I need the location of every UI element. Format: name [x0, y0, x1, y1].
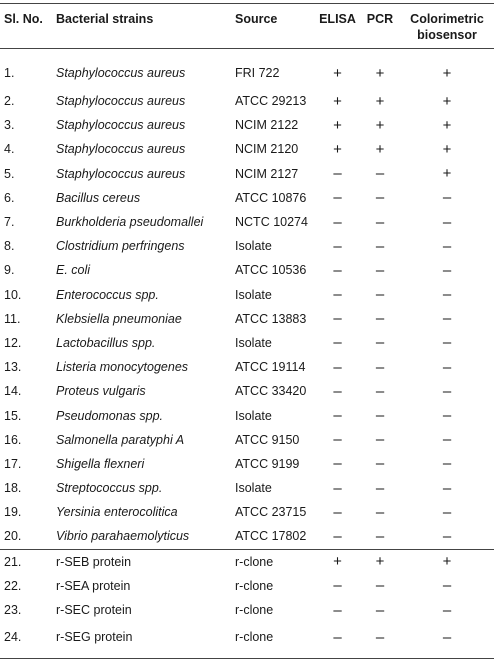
cell-elisa: – — [333, 479, 342, 497]
cell-source: Isolate — [235, 239, 272, 254]
cell-strain: Staphylococcus aureus — [56, 166, 186, 181]
cell-sl-no: 15. — [4, 408, 22, 423]
cell-strain: Pseudomonas spp. — [56, 408, 164, 423]
cell-source: ATCC 19114 — [235, 360, 306, 375]
cell-pcr: – — [375, 358, 385, 376]
cell-strain: Staphylococcus aureus — [56, 94, 186, 109]
cell-source: NCIM 2120 — [235, 142, 299, 157]
cell-sl-no: 19. — [4, 505, 22, 520]
table-row — [0, 403, 494, 427]
cell-pcr: – — [375, 431, 385, 449]
table-row — [0, 598, 494, 622]
cell-biosensor: + — [442, 64, 452, 82]
cell-biosensor: – — [442, 527, 452, 545]
cell-source: Isolate — [235, 287, 272, 302]
cell-pcr: – — [375, 601, 385, 619]
cell-strain: r-SEA protein — [56, 578, 131, 593]
cell-biosensor: – — [442, 261, 452, 279]
table-row — [0, 574, 494, 598]
table-row — [0, 476, 494, 500]
cell-elisa: – — [333, 237, 342, 255]
cell-biosensor: – — [442, 503, 452, 521]
header-colorimetric-biosensor: Colorimetric biosensor — [400, 4, 494, 49]
cell-sl-no: 5. — [4, 166, 15, 181]
table-body — [0, 49, 494, 659]
cell-biosensor: + — [442, 116, 452, 134]
cell-strain: r-SEB protein — [52, 549, 231, 574]
cell-pcr: – — [375, 577, 385, 595]
cell-strain: Shigella flexneri — [56, 456, 145, 471]
cell-pcr: – — [375, 455, 385, 473]
table-row — [0, 622, 494, 659]
table-row — [0, 379, 494, 403]
cell-source: ATCC 29213 — [235, 94, 307, 109]
cell-biosensor: – — [442, 407, 452, 425]
header-row — [0, 4, 494, 49]
cell-biosensor: – — [442, 577, 452, 595]
cell-elisa: – — [333, 334, 342, 352]
table-row — [0, 89, 494, 113]
cell-elisa: – — [333, 601, 342, 619]
cell-biosensor: + — [442, 140, 452, 158]
cell-pcr: – — [375, 407, 385, 425]
cell-biosensor: – — [442, 213, 452, 231]
cell-source: NCTC 10274 — [235, 215, 308, 230]
table-row — [0, 500, 494, 524]
cell-sl-no: 4. — [4, 142, 15, 157]
cell-pcr: – — [375, 503, 385, 521]
cell-biosensor: + — [400, 549, 494, 574]
cell-strain: Klebsiella pneumoniae — [56, 311, 182, 326]
cell-biosensor: + — [442, 92, 452, 110]
header-bacterial-strains: Bacterial strains — [52, 4, 231, 49]
cell-biosensor: – — [442, 189, 452, 207]
cell-elisa: + — [333, 140, 342, 158]
cell-strain: Clostridium perfringens — [56, 239, 185, 254]
cell-pcr: – — [375, 286, 385, 304]
cell-strain: r-SEC protein — [56, 603, 132, 618]
cell-pcr: – — [375, 382, 385, 400]
cell-sl-no: 3. — [4, 118, 15, 133]
table-row — [0, 137, 494, 161]
cell-sl-no: 23. — [4, 603, 22, 618]
cell-source: ATCC 10536 — [235, 263, 307, 278]
cell-sl-no: 9. — [4, 263, 15, 278]
cell-elisa: – — [333, 407, 342, 425]
table-row — [0, 113, 494, 137]
cell-source: r-clone — [235, 578, 274, 593]
cell-biosensor: + — [442, 165, 452, 183]
cell-pcr: – — [375, 310, 385, 328]
cell-sl-no: 16. — [4, 432, 22, 447]
table-row — [0, 355, 494, 379]
cell-biosensor: – — [442, 358, 452, 376]
cell-pcr: + — [360, 549, 400, 574]
cell-strain: Vibrio parahaemolyticus — [56, 529, 190, 544]
cell-sl-no: 1. — [4, 66, 15, 80]
cell-pcr: + — [375, 116, 385, 134]
cell-pcr: – — [375, 334, 385, 352]
cell-strain: Enterococcus spp. — [56, 287, 159, 302]
cell-sl-no: 20. — [4, 529, 22, 544]
cell-biosensor: – — [442, 431, 452, 449]
cell-sl-no: 10. — [4, 287, 22, 302]
table-row — [0, 210, 494, 234]
cell-pcr: – — [375, 237, 385, 255]
cell-source: ATCC 13883 — [235, 311, 307, 326]
cell-source: ATCC 9199 — [235, 456, 300, 471]
cell-strain: r-SEG protein — [52, 622, 231, 659]
cell-source: Isolate — [235, 481, 272, 496]
cell-sl-no: 17. — [4, 456, 22, 471]
cell-source: ATCC 9150 — [235, 432, 300, 447]
cell-sl-no: 7. — [4, 215, 15, 230]
cell-elisa: – — [333, 165, 342, 183]
table-header — [0, 4, 494, 49]
table-row — [0, 428, 494, 452]
cell-source: ATCC 17802 — [235, 529, 307, 544]
cell-pcr: – — [375, 189, 385, 207]
cell-strain: Staphylococcus aureus — [56, 66, 186, 80]
cell-sl-no: 12. — [4, 335, 22, 350]
table-row — [0, 49, 494, 90]
cell-biosensor: – — [442, 286, 452, 304]
cell-elisa: – — [333, 431, 342, 449]
cell-strain: Proteus vulgaris — [56, 384, 146, 399]
cell-sl-no: 21. — [0, 549, 52, 574]
table-row — [0, 258, 494, 282]
cell-elisa: + — [333, 116, 342, 134]
table-row — [0, 549, 494, 574]
cell-biosensor: – — [442, 310, 452, 328]
cell-biosensor: – — [442, 382, 452, 400]
cell-strain: Burkholderia pseudomallei — [56, 215, 204, 230]
cell-pcr: – — [375, 165, 385, 183]
cell-strain: Staphylococcus aureus — [56, 142, 186, 157]
cell-source: ATCC 33420 — [235, 384, 307, 399]
table-row — [0, 283, 494, 307]
header-sl-no: Sl. No. — [0, 4, 52, 49]
cell-sl-no: 24. — [0, 622, 52, 659]
cell-source: Isolate — [235, 335, 272, 350]
cell-elisa: – — [333, 577, 342, 595]
cell-elisa: + — [333, 92, 342, 110]
cell-pcr: + — [375, 140, 385, 158]
cell-source: r-clone — [235, 603, 274, 618]
cell-strain: Salmonella paratyphi A — [56, 432, 185, 447]
cell-elisa: – — [333, 455, 342, 473]
cell-biosensor: – — [400, 622, 494, 659]
cell-strain: Yersinia enterocolitica — [56, 505, 178, 520]
cell-elisa: – — [333, 382, 342, 400]
cell-sl-no: 6. — [4, 190, 15, 205]
table-row — [0, 331, 494, 355]
cell-strain: Streptococcus spp. — [56, 481, 163, 496]
cell-elisa: – — [333, 527, 342, 545]
cell-sl-no: 11. — [4, 311, 21, 326]
cell-pcr: + — [375, 64, 385, 82]
cell-source: ATCC 23715 — [235, 505, 307, 520]
cell-elisa: – — [315, 622, 360, 659]
cell-strain: Lactobacillus spp. — [56, 335, 156, 350]
cell-elisa: – — [333, 503, 342, 521]
cell-source: NCIM 2122 — [235, 118, 299, 133]
cell-elisa: – — [333, 189, 342, 207]
cell-elisa: + — [333, 64, 342, 82]
cell-strain: Staphylococcus aureus — [56, 118, 186, 133]
cell-source: FRI 722 — [235, 66, 280, 80]
header-elisa: ELISA — [315, 4, 360, 49]
cell-elisa: + — [315, 549, 360, 574]
cell-biosensor: – — [442, 455, 452, 473]
cell-sl-no: 2. — [4, 94, 15, 109]
cell-elisa: – — [333, 286, 342, 304]
header-source: Source — [231, 4, 315, 49]
results-table — [0, 3, 494, 659]
cell-source: Isolate — [235, 408, 272, 423]
cell-strain: Listeria monocytogenes — [56, 360, 189, 375]
cell-strain: E. coli — [56, 263, 91, 278]
cell-biosensor: – — [442, 479, 452, 497]
cell-source: ATCC 10876 — [235, 190, 307, 205]
cell-elisa: – — [333, 310, 342, 328]
cell-strain: Bacillus cereus — [56, 190, 141, 205]
cell-source: r-clone — [231, 549, 315, 574]
cell-sl-no: 13. — [4, 360, 22, 375]
cell-sl-no: 22. — [4, 578, 22, 593]
cell-biosensor: – — [442, 601, 452, 619]
cell-pcr: – — [375, 479, 385, 497]
cell-pcr: – — [375, 213, 385, 231]
cell-sl-no: 14. — [4, 384, 22, 399]
cell-source: NCIM 2127 — [235, 166, 299, 181]
table-row — [0, 452, 494, 476]
cell-pcr: – — [375, 527, 385, 545]
table-row — [0, 162, 494, 186]
cell-biosensor: – — [442, 334, 452, 352]
cell-pcr: – — [375, 261, 385, 279]
table-row — [0, 307, 494, 331]
cell-pcr: + — [375, 92, 385, 110]
cell-sl-no: 8. — [4, 239, 15, 254]
cell-elisa: – — [333, 261, 342, 279]
table-row — [0, 186, 494, 210]
table-row — [0, 524, 494, 549]
cell-pcr: – — [360, 622, 400, 659]
cell-biosensor: – — [442, 237, 452, 255]
cell-elisa: – — [333, 213, 342, 231]
cell-elisa: – — [333, 358, 342, 376]
header-pcr: PCR — [360, 4, 400, 49]
table-row — [0, 234, 494, 258]
cell-sl-no: 18. — [4, 481, 22, 496]
cell-source: r-clone — [231, 622, 315, 659]
